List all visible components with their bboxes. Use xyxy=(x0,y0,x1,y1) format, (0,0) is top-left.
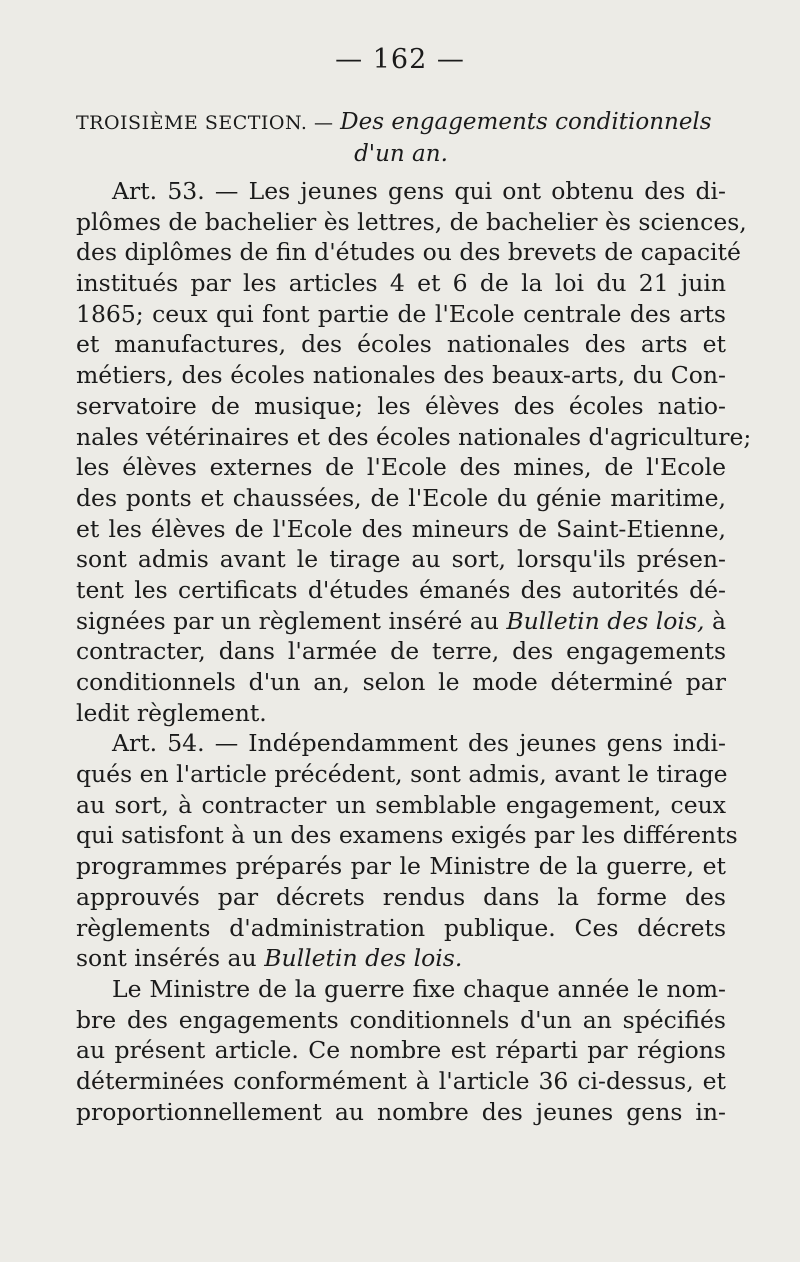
article-53-line: 1865; ceux qui font partie de l'Ecole centrale des arts xyxy=(76,299,726,328)
article-53-line: et les élèves de l'Ecole des mineurs de Saint-Etienne, xyxy=(76,514,726,543)
paragraph-line: bre des engagements conditionnels d'un an spécifiés xyxy=(76,1005,726,1034)
article-53-text: à xyxy=(711,606,726,635)
article-53-line: les élèves externes de l'Ecole des mines, de l'Ecole xyxy=(76,453,726,482)
article-53-line: institués par les articles 4 et 6 de la loi du 21 juin xyxy=(76,269,726,298)
article-53-line: et manufactures, des écoles nationales des arts et xyxy=(76,330,726,359)
article-54-line: programmes préparés par le Ministre de la guerre, et xyxy=(76,852,726,881)
paragraph-line: proportionnellement au nombre des jeunes gens in- xyxy=(76,1097,726,1126)
article-53-line: tent les certificats d'études émanés des autorités dé- xyxy=(76,575,726,604)
bulletin-des-lois-reference: Bulletin des lois, xyxy=(506,606,705,635)
section-title-part-1: Des engagements conditionnels xyxy=(340,109,712,135)
article-54-line: qués en l'article précédent, sont admis, avant le tirage xyxy=(76,760,728,789)
article-54-line: qui satisfont à un des examens exigés par les différents xyxy=(76,821,738,850)
paragraph-line: au présent article. Ce nombre est réparti par régions xyxy=(76,1036,726,1065)
section-label: TROISIÈME SECTION. — xyxy=(76,112,334,134)
article-54-line: Art. 54. — Indépendamment des jeunes gens indi- xyxy=(112,729,726,758)
section-heading-line-1 xyxy=(76,106,726,138)
article-53-line: servatoire de musique; les élèves des écoles natio- xyxy=(76,391,726,420)
page-number: — 162 — xyxy=(335,44,465,75)
article-53-line: contracter, dans l'armée de terre, des engagements xyxy=(76,637,726,666)
article-54-text: sont insérés au xyxy=(76,944,257,973)
article-53-line: ledit règlement. xyxy=(76,698,267,727)
paragraph-line: déterminées conformément à l'article 36 ci-dessus, et xyxy=(76,1066,726,1095)
article-54-line: règlements d'administration publique. Ces décrets xyxy=(76,913,726,942)
article-53-line: Art. 53. — Les jeunes gens qui ont obtenu des di- xyxy=(112,177,726,205)
article-53-line: nales vétérinaires et des écoles nationales d'agriculture; xyxy=(76,422,752,451)
paragraph-line: Le Ministre de la guerre fixe chaque année le nom- xyxy=(112,974,726,1003)
bulletin-des-lois-reference: Bulletin des lois. xyxy=(264,944,463,973)
article-53-line: des diplômes de fin d'études ou des brevets de capacité xyxy=(76,238,741,267)
section-title-part-2: d'un an. xyxy=(354,141,448,167)
article-53-line-with-italic xyxy=(76,606,726,637)
article-54-line-with-italic xyxy=(76,943,726,974)
section-heading xyxy=(76,106,726,170)
article-53-line: plômes de bachelier ès lettres, de bachelier ès sciences, xyxy=(76,207,747,236)
article-53-line: des ponts et chaussées, de l'Ecole du génie maritime, xyxy=(76,483,726,512)
article-53-text: signées par un règlement inséré au xyxy=(76,606,499,635)
body-text xyxy=(76,176,752,1127)
article-53-line: métiers, des écoles nationales des beaux-arts, du Con- xyxy=(76,361,726,390)
article-53-line: conditionnels d'un an, selon le mode déterminé par xyxy=(76,668,726,696)
article-53-line: sont admis avant le tirage au sort, lorsqu'ils présen- xyxy=(76,545,726,574)
article-54-line: approuvés par décrets rendus dans la forme des xyxy=(76,882,726,911)
article-54-line: au sort, à contracter un semblable engagement, ceux xyxy=(76,790,726,819)
